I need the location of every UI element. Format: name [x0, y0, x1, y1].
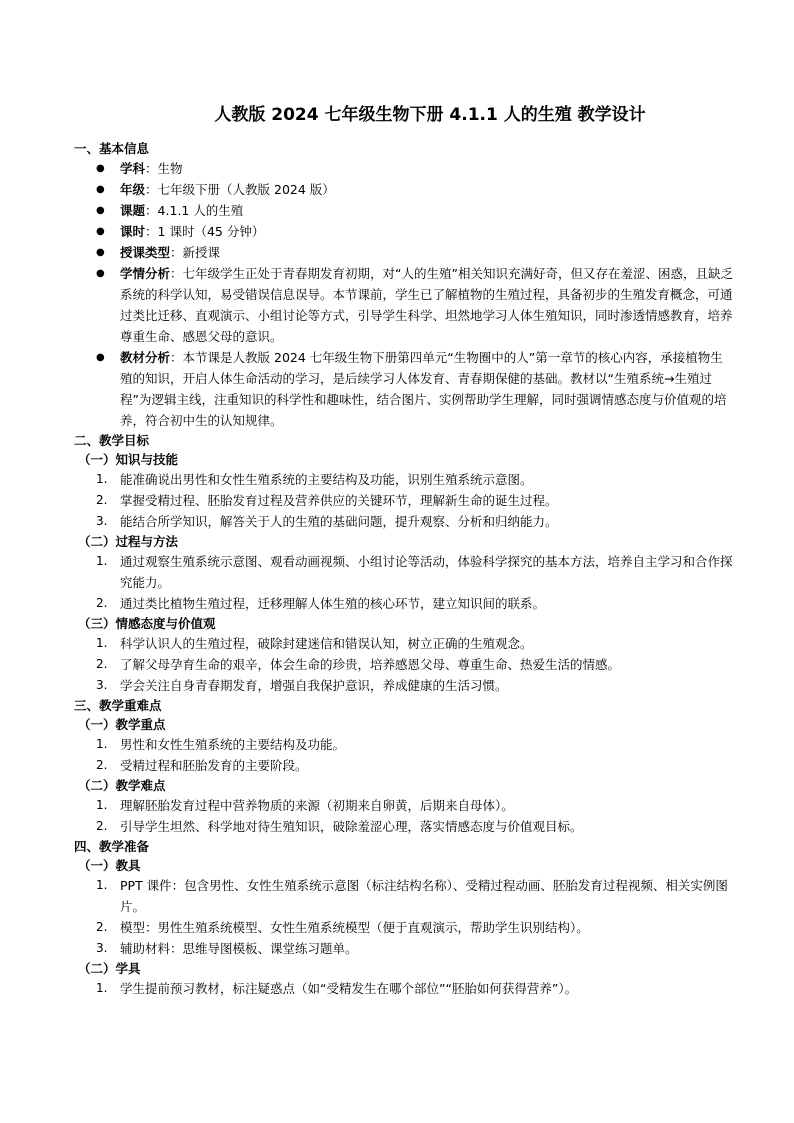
item-text: ：七年级学生正处于青春期发育初期，对“人的生殖”相关知识充满好奇，但又存在羞涩、困惑，且缺乏系统的科学认知，易受错误信息误导。本节课前，学生已了解植物的生殖过程，具备初步的生殖发育概念，可通过类比迁移、直观演示、小组讨论等方式，引导学生科学、坦然地学习人体生殖知识，同时渗透情感教育，培养尊重生命、感恩父母的意识。 [120, 266, 733, 344]
item-label: 课题 [120, 203, 146, 218]
list-item [74, 347, 734, 431]
bullet-icon: ● [96, 352, 105, 363]
list-item [74, 158, 734, 179]
list-item [74, 200, 734, 221]
section-heading-preparation: 四、教学准备 [74, 839, 150, 854]
list-item: 2. 掌握受精过程、胚胎发育过程及营养供应的关键环节，理解新生命的诞生过程。 [96, 493, 558, 508]
bullet-icon: ● [96, 184, 105, 195]
item-text: ：4.1.1 人的生殖 [145, 203, 244, 218]
list-item: 1. PPT 课件：包含男性、女性生殖系统示意图（标注结构名称）、受精过程动画、胚胎发育过程视频、相关实例图片。 [96, 878, 728, 914]
numbered-list [74, 978, 734, 999]
item-text: ：新授课 [170, 245, 221, 260]
item-text: ：本节课是人教版 2024 七年级生物下册第四单元“生物圈中的人”第一章节的核心内容，承接植物生殖的知识，开启人体生命活动的学习，是后续学习人体发育、青春期保健的基础。教材以“生殖系统→生殖过程”为逻辑主线，注重知识的科学性和趣味性，结合图片、实例帮助学生理解，同时强调情感态度与价值观的培养，符合初中生的认知规律。 [120, 350, 727, 428]
document-page [74, 103, 734, 999]
list-item: 3. 辅助材料：思维导图模板、课堂练习题单。 [96, 941, 358, 956]
section-heading-basic-info: 一、基本信息 [74, 141, 150, 156]
list-item: 1. 男性和女性生殖系统的主要结构及功能。 [96, 737, 346, 752]
item-label: 学科 [120, 161, 146, 176]
numbered-list [74, 795, 734, 837]
list-item: 1. 通过观察生殖系统示意图、观看动画视频、小组讨论等活动，体验科学探究的基本方法，培养自主学习和合作探究能力。 [96, 554, 733, 590]
list-item: 3. 能结合所学知识，解答关于人的生殖的基础问题，提升观察、分析和归纳能力。 [96, 514, 558, 529]
list-item [74, 221, 734, 242]
basic-info-list [74, 158, 734, 431]
section-heading-objectives: 二、教学目标 [74, 433, 150, 448]
list-item: 3. 学会关注自身青春期发育，增强自我保护意识，养成健康的生活习惯。 [96, 678, 508, 693]
subheading-teaching-aids: （一）教具 [78, 858, 141, 873]
item-label: 教材分析 [120, 350, 171, 365]
document-title: 人教版 2024 七年级生物下册 4.1.1 人的生殖 教学设计 [214, 105, 646, 125]
numbered-list [74, 734, 734, 776]
section-heading-key-points: 三、教学重难点 [74, 698, 162, 713]
list-item: 1. 科学认识人的生殖过程，破除封建迷信和错误认知，树立正确的生殖观念。 [96, 636, 533, 651]
bullet-icon: ● [96, 205, 105, 216]
list-item [74, 263, 734, 347]
list-item [74, 179, 734, 200]
list-item: 2. 模型：男性生殖系统模型、女性生殖系统模型（便于直观演示，帮助学生识别结构）。 [96, 920, 589, 935]
list-item [74, 242, 734, 263]
item-text: ：1 课时（45 分钟） [145, 224, 265, 239]
subheading-process-methods: （二）过程与方法 [78, 534, 179, 549]
item-label: 学情分析 [120, 266, 171, 281]
bullet-icon: ● [96, 226, 105, 237]
item-text: ：七年级下册（人教版 2024 版） [145, 182, 335, 197]
subheading-knowledge-skills: （一）知识与技能 [78, 452, 179, 467]
numbered-list [74, 633, 734, 696]
numbered-list [74, 551, 734, 614]
list-item: 2. 通过类比植物生殖过程，迁移理解人体生殖的核心环节，建立知识间的联系。 [96, 596, 546, 611]
list-item: 1. 学生提前预习教材，标注疑惑点（如“受精发生在哪个部位”“胚胎如何获得营养”）。 [96, 981, 578, 996]
list-item: 2. 受精过程和胚胎发育的主要阶段。 [96, 758, 308, 773]
list-item: 1. 理解胚胎发育过程中营养物质的来源（初期来自卵黄，后期来自母体）。 [96, 798, 514, 813]
numbered-list [74, 469, 734, 532]
list-item: 2. 引导学生坦然、科学地对待生殖知识，破除羞涩心理，落实情感态度与价值观目标。 [96, 819, 583, 834]
subheading-difficulties: （二）教学难点 [78, 778, 166, 793]
numbered-list [74, 875, 734, 959]
bullet-icon: ● [96, 163, 105, 174]
item-label: 课时 [120, 224, 146, 239]
subheading-attitudes-values: （三）情感态度与价值观 [78, 616, 216, 631]
item-label: 授课类型 [120, 245, 171, 260]
bullet-icon: ● [96, 268, 105, 279]
list-item: 1. 能准确说出男性和女性生殖系统的主要结构及功能，识别生殖系统示意图。 [96, 472, 533, 487]
bullet-icon: ● [96, 247, 105, 258]
subheading-learning-tools: （二）学具 [78, 961, 141, 976]
list-item: 2. 了解父母孕育生命的艰辛，体会生命的珍贵，培养感恩父母、尊重生命、热爱生活的情感。 [96, 657, 621, 672]
subheading-key-points: （一）教学重点 [78, 717, 166, 732]
item-label: 年级 [120, 182, 146, 197]
item-text: ：生物 [145, 161, 183, 176]
